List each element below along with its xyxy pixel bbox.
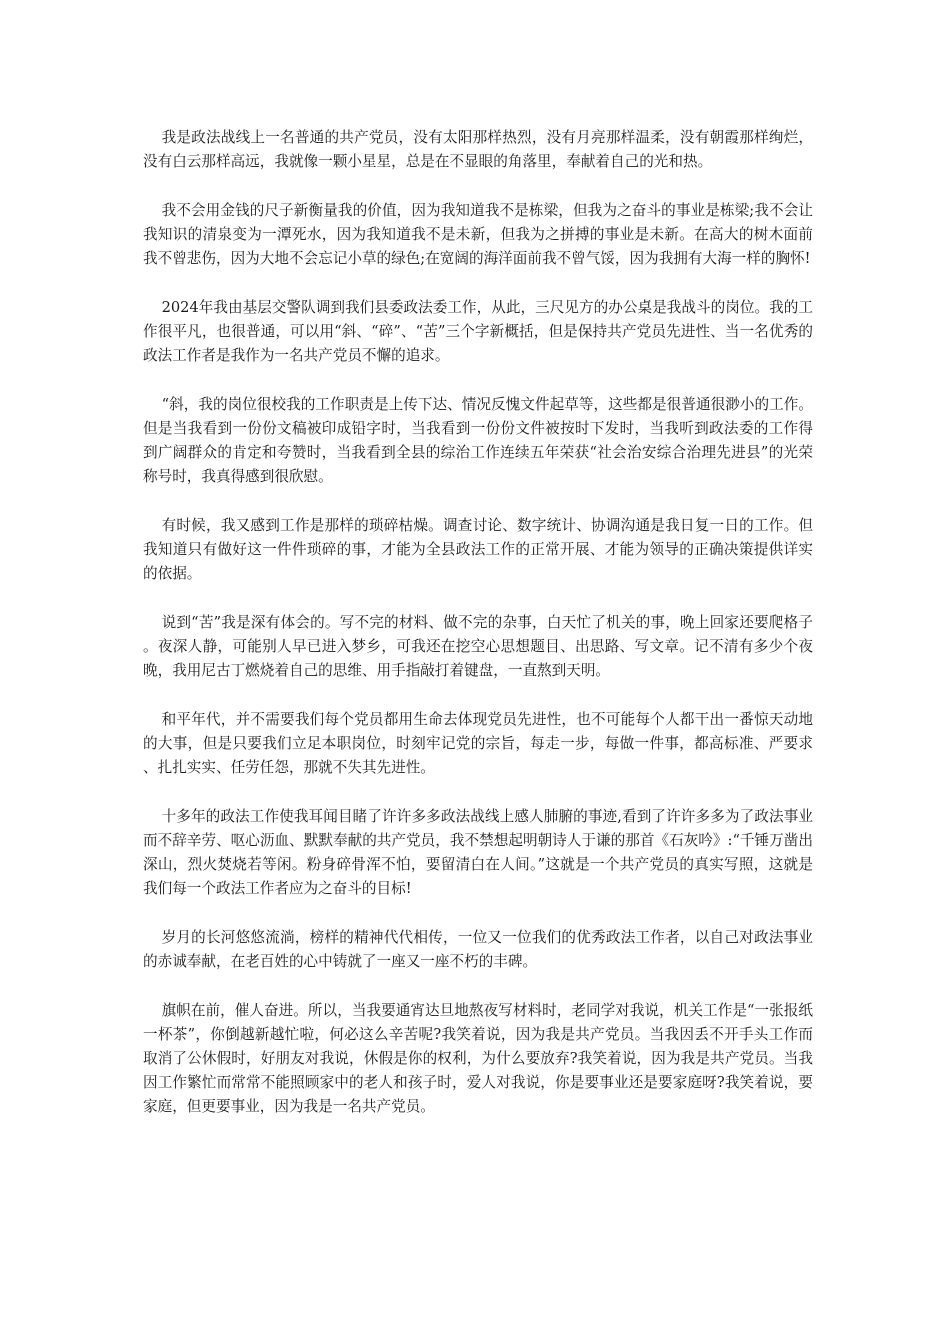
paragraph-10: 旗帜在前，催人奋进。所以，当我要通宵达旦地熬夜写材料时，老同学对我说，机关工作是“一张报纸一杯茶”，你倒越新越忙啦，何必这么辛苦呢?我笑着说，因为我是共产党员。当我因丢不开手头工作而取消了公休假时，好朋友对我说，休假是你的权利，为什么要放弃?我笑着说，因为我是共产党员。当我因工作繁忙而常常不能照顾家中的老人和孩子时，爱人对我说，你是要事业还是要家庭呀?我笑着说，要家庭，但更要事业，因为我是一名共产党员。 bbox=[143, 1002, 813, 1115]
document-body bbox=[143, 126, 813, 1144]
paragraph-1: 我是政法战线上一名普通的共产党员，没有太阳那样热烈，没有月亮那样温柔，没有朝霞那样绚烂，没有白云那样高远，我就像一颗小星星，总是在不显眼的角落里，奉献着自己的光和热。 bbox=[143, 129, 813, 170]
paragraph-7: 和平年代，并不需要我们每个党员都用生命去体现党员先进性，也不可能每个人都干出一番惊天动地的大事，但是只要我们立足本职岗位，时刻牢记党的宗旨，每走一步，每做一件事，都高标准、严要求、扎扎实实、任劳任怨，那就不失其先进性。 bbox=[143, 711, 813, 776]
paragraph-4: “斜，我的岗位很校我的工作职责是上传下达、情况反愧文件起草等，这些都是很普通很渺小的工作。但是当我看到一份份文稿被印成铅字时，当我看到一份份文件被按时下发时，当我听到政法委的工作得到广阔群众的肯定和夸赞时，当我看到全县的综治工作连续五年荣获“社会治安综合治理先进县”的光荣称号时，我真得感到很欣慰。 bbox=[143, 396, 813, 485]
paragraph-2: 我不会用金钱的尺子新衡量我的价值，因为我知道我不是栋梁，但我为之奋斗的事业是栋梁;我不会让我知识的清泉变为一潭死水，因为我知道我不是未新，但我为之拼搏的事业是未新。在高大的树木面前我不曾悲伤，因为大地不会忘记小草的绿色;在宽阔的海洋面前我不曾气馁，因为我拥有大海一样的胸怀! bbox=[143, 202, 813, 267]
paragraph-6: 说到“苦”我是深有体会的。写不完的材料、做不完的杂事，白天忙了机关的事，晚上回家还要爬格子。夜深人静，可能别人早已进入梦乡，可我还在挖空心思想题目、出思路、写文章。记不清有多少个夜晚，我用尼古丁燃烧着自己的思维、用手指敲打着键盘，一直熬到天明。 bbox=[143, 614, 813, 679]
paragraph-8: 十多年的政法工作使我耳闻目睹了许许多多政法战线上感人肺腑的事迹,看到了许许多多为了政法事业而不辞辛劳、呕心沥血、默默奉献的共产党员，我不禁想起明朝诗人于谦的那首《石灰吟》:“千锤万凿出深山，烈火焚烧若等闲。粉身碎骨浑不怕，要留清白在人间。”这就是一个共产党员的真实写照，这就是我们每一个政法工作者应为之奋斗的目标! bbox=[143, 808, 813, 897]
paragraph-9: 岁月的长河悠悠流淌，榜样的精神代代相传，一位又一位我们的优秀政法工作者，以自己对政法事业的赤诚奉献，在老百姓的心中铸就了一座又一座不朽的丰碑。 bbox=[143, 929, 813, 970]
paragraph-3: 2024年我由基层交警队调到我们县委政法委工作，从此，三尺见方的办公桌是我战斗的岗位。我的工作很平凡，也很普通，可以用“斜、“碎”、“苦”三个字新概括，但是保持共产党员先进性、当一名优秀的政法工作者是我作为一名共产党员不懈的追求。 bbox=[143, 299, 813, 364]
paragraph-5: 有时候，我又感到工作是那样的琐碎枯燥。调查讨论、数字统计、协调沟通是我日复一日的工作。但我知道只有做好这一件件琐碎的事，才能为全县政法工作的正常开展、才能为领导的正确决策提供详实的依据。 bbox=[143, 517, 813, 582]
